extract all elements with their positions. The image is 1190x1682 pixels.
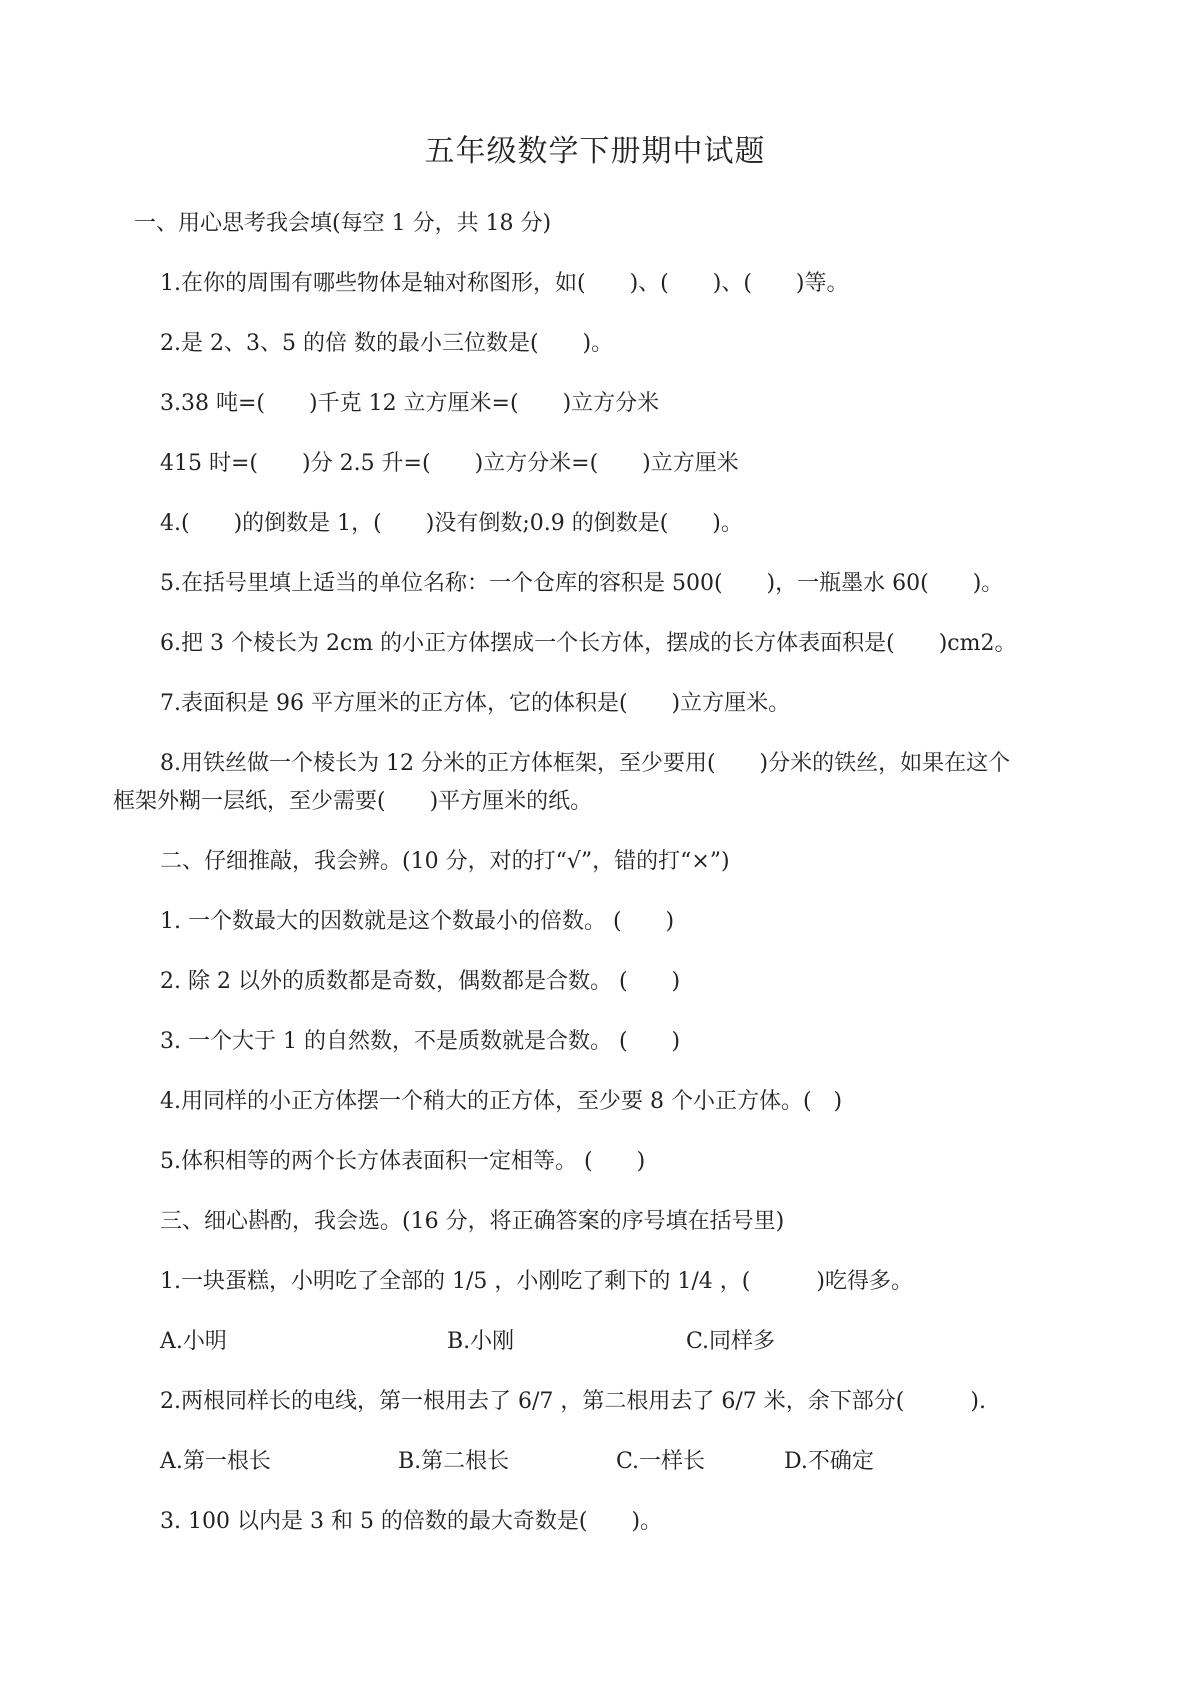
question-1-4: 4.( )的倒数是 1，( )没有倒数;0.9 的倒数是( )。 — [160, 511, 743, 536]
question-1-3: 3.38 吨=( )千克 12 立方厘米=( )立方分米 — [160, 391, 660, 416]
question-1-2: 2.是 2、3、5 的倍 数的最小三位数是( )。 — [160, 331, 614, 356]
question-3-1: 1.一块蛋糕，小明吃了全部的 1/5 ，小刚吃了剩下的 1/4 ，( )吃得多。 — [160, 1269, 913, 1294]
question-3-2-option-a: A.第一根长 — [160, 1449, 271, 1474]
question-1-3-cont: 415 时=( )分 2.5 升=( )立方分米=( )立方厘米 — [160, 451, 739, 476]
question-3-1-option-b: B.小刚 — [447, 1329, 515, 1354]
question-3-2-option-b: B.第二根长 — [398, 1449, 510, 1474]
question-3-1-option-c: C.同样多 — [686, 1329, 776, 1354]
section-2-heading: 二、仔细推敲，我会辨。(10 分，对的打“√”，错的打“×”) — [160, 849, 730, 874]
section-3-heading: 三、细心斟酌，我会选。(16 分，将正确答案的序号填在括号里) — [160, 1209, 785, 1234]
question-1-7: 7.表面积是 96 平方厘米的正方体，它的体积是( )立方厘米。 — [160, 691, 791, 716]
page-title: 五年级数学下册期中试题 — [424, 134, 766, 169]
question-3-1-option-a: A.小明 — [160, 1329, 227, 1354]
question-3-2-option-d: D.不确定 — [784, 1449, 874, 1474]
question-1-6: 6.把 3 个棱长为 2cm 的小正方体摆成一个长方体，摆成的长方体表面积是( )cm2。 — [160, 631, 1017, 656]
question-1-8: 8.用铁丝做一个棱长为 12 分米的正方体框架，至少要用( )分米的铁丝，如果在这个 — [160, 751, 1011, 776]
question-1-5: 5.在括号里填上适当的单位名称：一个仓库的容积是 500( )，一瓶墨水 60( )。 — [160, 571, 1004, 596]
question-2-2: 2. 除 2 以外的质数都是奇数，偶数都是合数。 ( ) — [160, 969, 681, 994]
section-1-heading: 一、用心思考我会填(每空 1 分，共 18 分) — [134, 211, 552, 236]
question-3-3: 3. 100 以内是 3 和 5 的倍数的最大奇数是( )。 — [160, 1509, 663, 1534]
question-3-2-option-c: C.一样长 — [616, 1449, 706, 1474]
question-1-1: 1.在你的周围有哪些物体是轴对称图形，如( )、( )、( )等。 — [160, 271, 849, 296]
question-2-5: 5.体积相等的两个长方体表面积一定相等。 ( ) — [160, 1149, 646, 1174]
question-2-1: 1. 一个数最大的因数就是这个数最小的倍数。 ( ) — [160, 909, 675, 934]
question-1-8-cont: 框架外糊一层纸，至少需要( )平方厘米的纸。 — [113, 789, 593, 814]
question-3-2: 2.两根同样长的电线，第一根用去了 6/7 ，第二根用去了 6/7 米，余下部分( ). — [160, 1389, 986, 1414]
question-2-4: 4.用同样的小正方体摆一个稍大的正方体，至少要 8 个小正方体。( ) — [160, 1089, 843, 1114]
question-2-3: 3. 一个大于 1 的自然数，不是质数就是合数。 ( ) — [160, 1029, 681, 1054]
